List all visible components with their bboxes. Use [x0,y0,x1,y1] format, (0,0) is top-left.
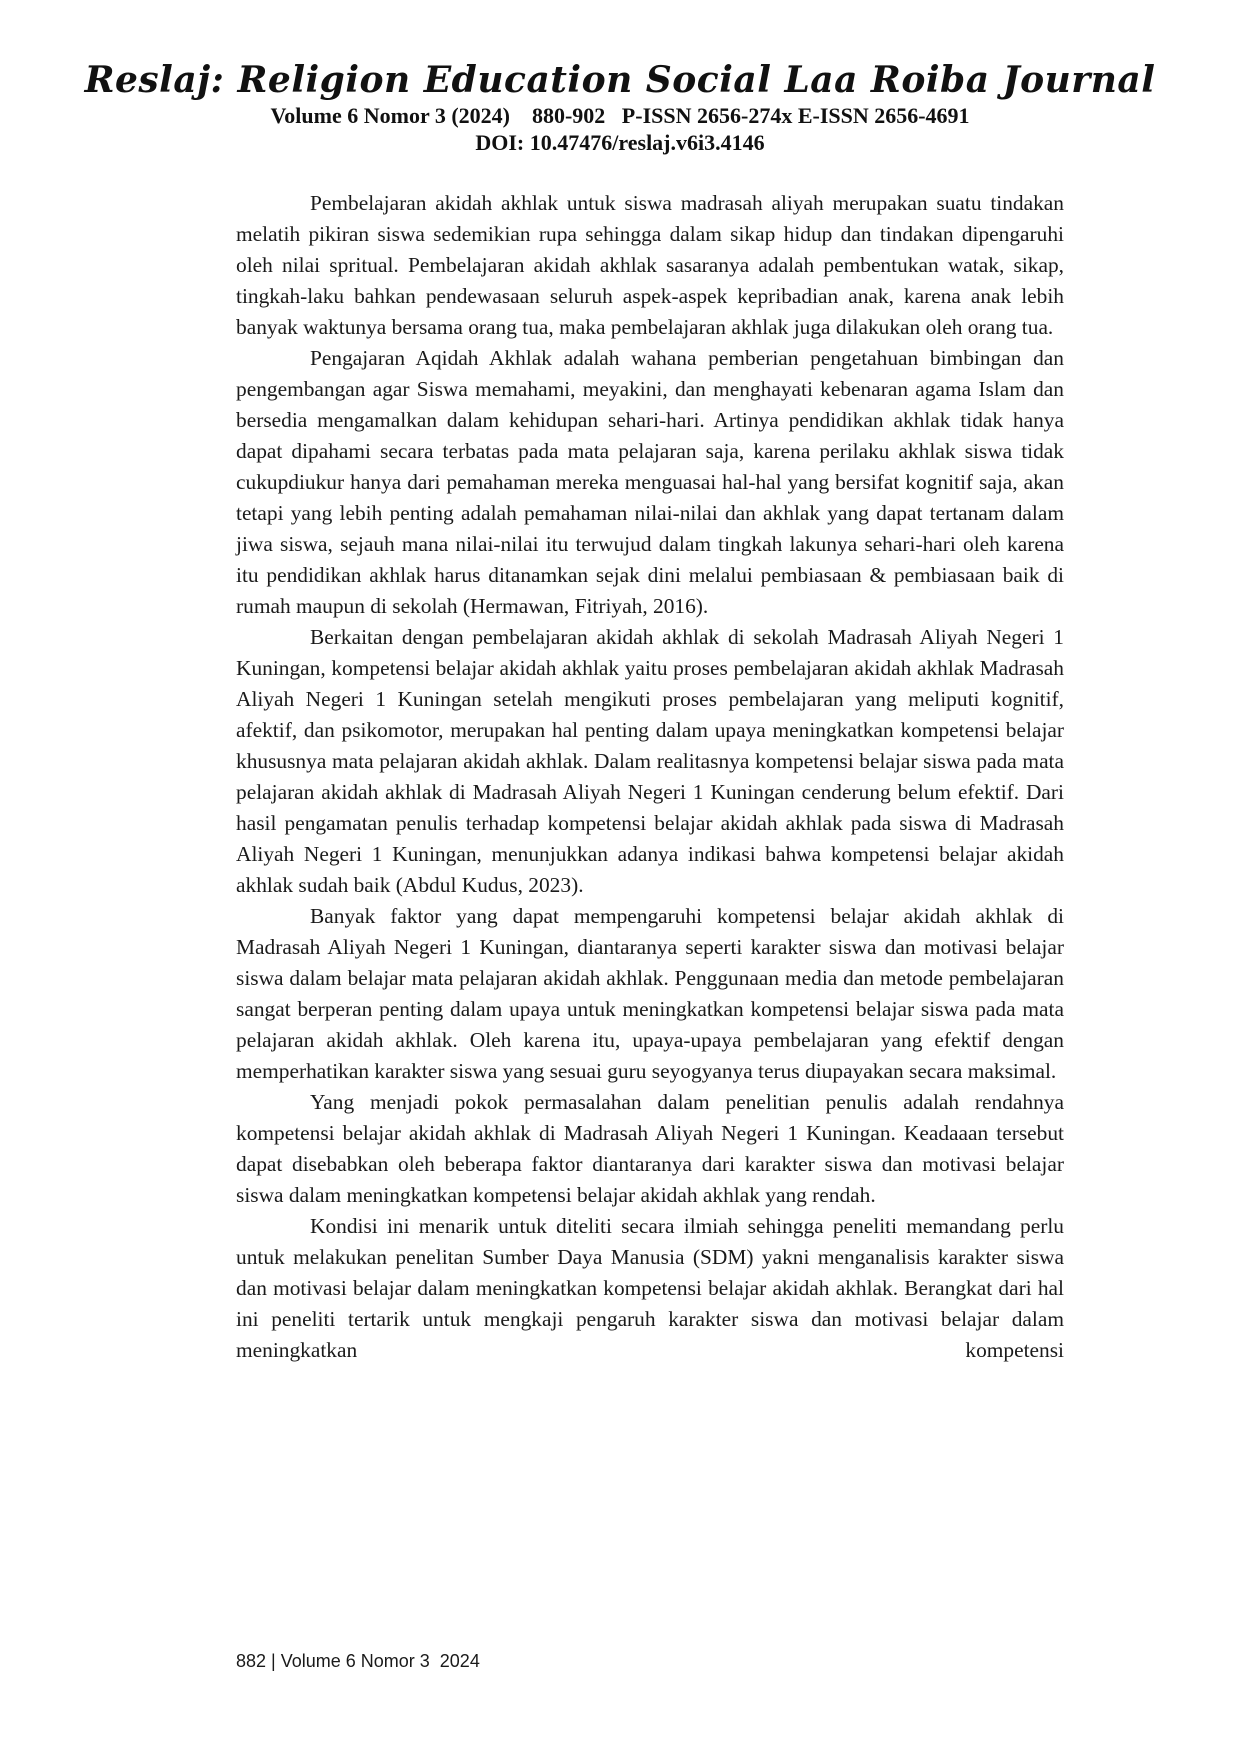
paragraph: Yang menjadi pokok permasalahan dalam penelitian penulis adalah rendahnya kompetensi belajar akidah akhlak di Madrasah Aliyah Negeri 1 Kuningan. Keadaaan tersebut dapat disebabkan oleh beberapa faktor diantaranya dari karakter siswa dan motivasi belajar siswa dalam meningkatkan kompetensi belajar akidah akhlak yang rendah. [236,1090,1064,1207]
journal-header [0,58,1240,156]
volume-issn-line: Volume 6 Nomor 3 (2024) 880-902 P-ISSN 2656-274x E-ISSN 2656-4691 [270,103,970,128]
article-body [236,188,1064,1366]
journal-title: Reslaj: Religion Education Social Laa Roiba Journal [84,59,1156,101]
paragraph: Banyak faktor yang dapat mempengaruhi kompetensi belajar akidah akhlak di Madrasah Aliyah Negeri 1 Kuningan, diantaranya seperti karakter siswa dan motivasi belajar siswa dalam belajar mata pelajaran akidah akhlak. Penggunaan media dan metode pembelajaran sangat berperan penting dalam upaya untuk meningkatkan kompetensi belajar siswa pada mata pelajaran akidah akhlak. Oleh karena itu, upaya-upaya pembelajaran yang efektif dengan memperhatikan karakter siswa yang sesuai guru seyogyanya terus diupayakan secara maksimal. [236,904,1064,1083]
paragraph: Pengajaran Aqidah Akhlak adalah wahana pemberian pengetahuan bimbingan dan pengembangan agar Siswa memahami, meyakini, dan menghayati kebenaran agama Islam dan bersedia mengamalkan dalam kehidupan sehari-hari. Artinya pendidikan akhlak tidak hanya dapat dipahami secara terbatas pada mata pelajaran saja, karena perilaku akhlak siswa tidak cukupdiukur hanya dari pemahaman mereka menguasai hal-hal yang bersifat kognitif saja, akan tetapi yang lebih penting adalah pemahaman nilai-nilai dan akhlak yang dapat tertanam dalam jiwa siswa, sejauh mana nilai-nilai itu terwujud dalam tingkah lakunya sehari-hari oleh karena itu pendidikan akhlak harus ditanamkan sejak dini melalui pembiasaan & pembiasaan baik di rumah maupun di sekolah (Hermawan, Fitriyah, 2016). [236,346,1064,618]
doi-line: DOI: 10.47476/reslaj.v6i3.4146 [475,130,765,155]
paragraph: Kondisi ini menarik untuk diteliti secara ilmiah sehingga peneliti memandang perlu untuk melakukan penelitan Sumber Daya Manusia (SDM) yakni menganalisis karakter siswa dan motivasi belajar dalam meningkatkan kompetensi belajar akidah akhlak. Berangkat dari hal ini peneliti tertarik untuk mengkaji pengaruh karakter siswa dan motivasi belajar dalam meningkatkan kompetensi [236,1214,1064,1362]
paragraph: Pembelajaran akidah akhlak untuk siswa madrasah aliyah merupakan suatu tindakan melatih pikiran siswa sedemikian rupa sehingga dalam sikap hidup dan tindakan dipengaruhi oleh nilai spritual. Pembelajaran akidah akhlak sasaranya adalah pembentukan watak, sikap, tingkah-laku bahkan pendewasaan seluruh aspek-aspek kepribadian anak, karena anak lebih banyak waktunya bersama orang tua, maka pembelajaran akhlak juga dilakukan oleh orang tua. [236,191,1064,339]
paragraph: Berkaitan dengan pembelajaran akidah akhlak di sekolah Madrasah Aliyah Negeri 1 Kuningan, kompetensi belajar akidah akhlak yaitu proses pembelajaran akidah akhlak Madrasah Aliyah Negeri 1 Kuningan setelah mengikuti proses pembelajaran yang meliputi kognitif, afektif, dan psikomotor, merupakan hal penting dalam upaya meningkatkan kompetensi belajar khususnya mata pelajaran akidah akhlak. Dalam realitasnya kompetensi belajar siswa pada mata pelajaran akidah akhlak di Madrasah Aliyah Negeri 1 Kuningan cenderung belum efektif. Dari hasil pengamatan penulis terhadap kompetensi belajar akidah akhlak pada siswa di Madrasah Aliyah Negeri 1 Kuningan, menunjukkan adanya indikasi bahwa kompetensi belajar akidah akhlak sudah baik (Abdul Kudus, 2023). [236,625,1064,897]
page-footer: 882 | Volume 6 Nomor 3 2024 [236,1651,480,1671]
